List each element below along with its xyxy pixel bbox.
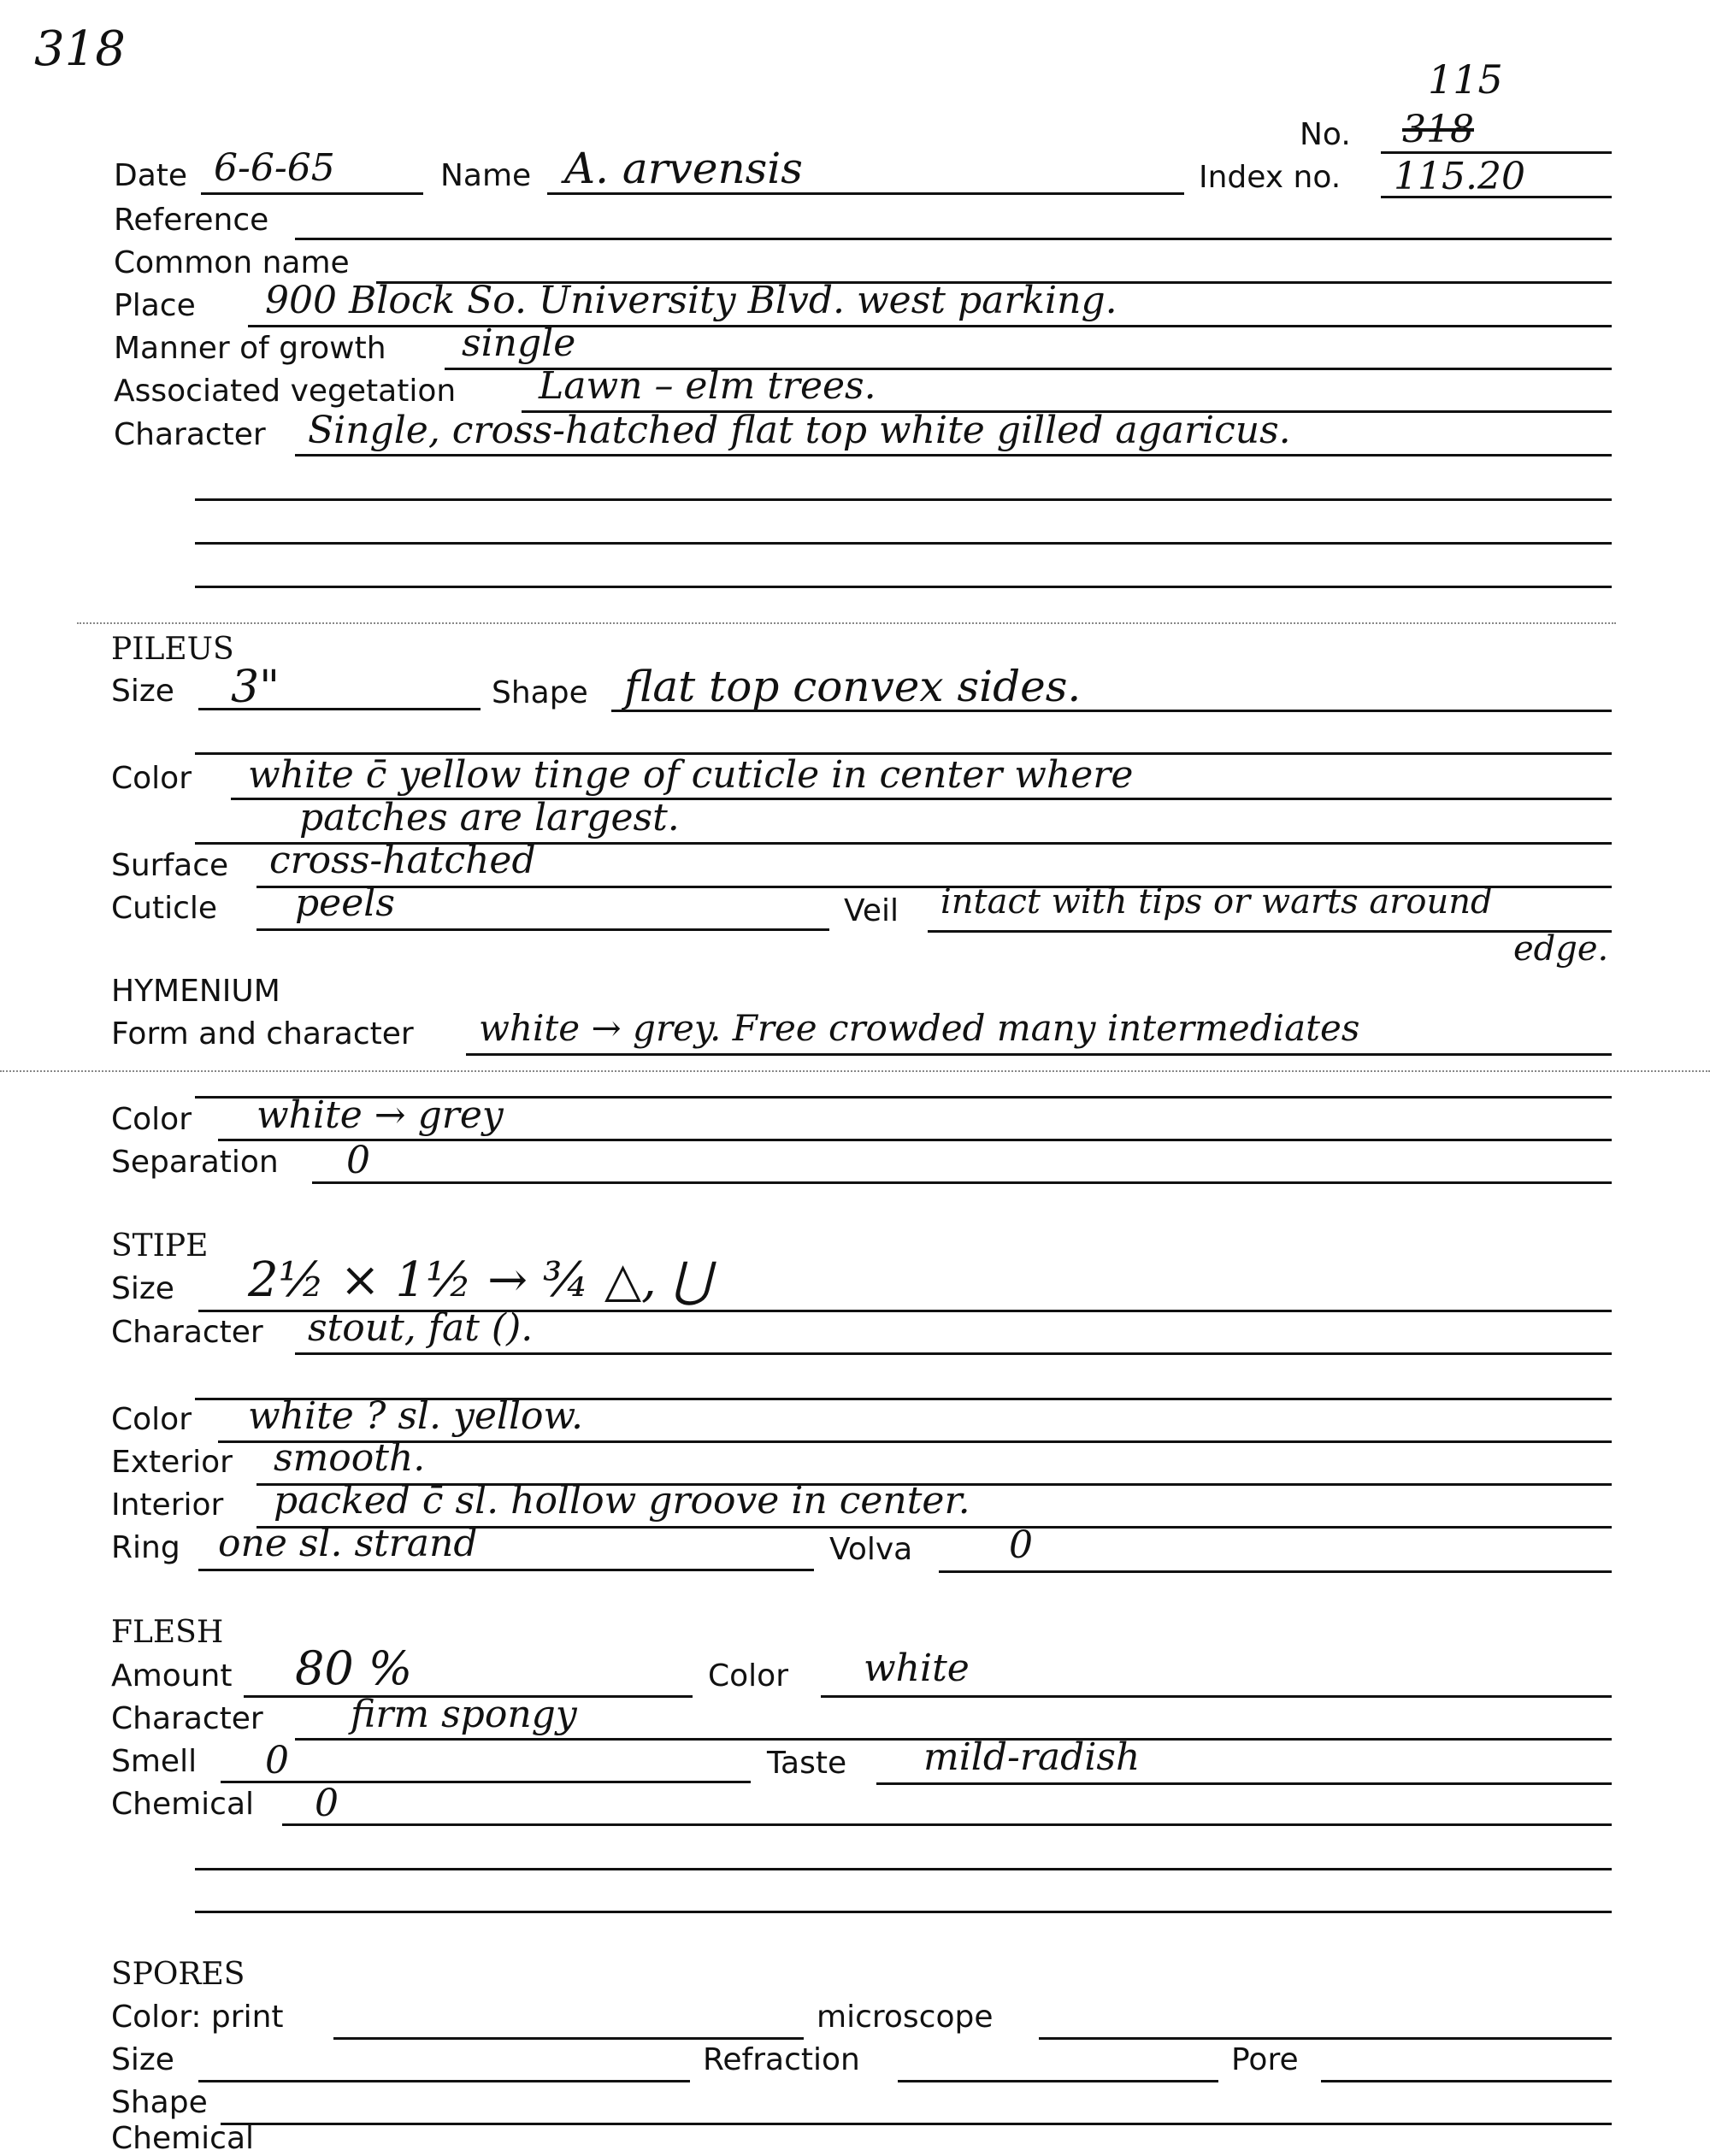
pileus-veil-value-1: intact with tips or warts around <box>940 882 1493 922</box>
hymenium-form-value: white → grey. Free crowded many intermediates <box>479 1007 1360 1049</box>
stipe-ring-line <box>198 1569 814 1571</box>
pileus-shape-line <box>611 710 1612 712</box>
spores-refraction-label: Refraction <box>703 2042 860 2077</box>
flesh-taste-line <box>876 1782 1612 1785</box>
corner-number: 318 <box>34 21 126 77</box>
spores-pore-label: Pore <box>1231 2042 1299 2077</box>
pileus-color-value-1: white c̄ yellow tinge of cuticle in center where <box>248 753 1134 797</box>
hymenium-separation-label: Separation <box>111 1145 279 1180</box>
stipe-size-value: 2½ × 1½ → ¾ △, ⋃ <box>248 1252 711 1308</box>
spores-shape-label: Shape <box>111 2085 208 2120</box>
spores-pore-line <box>1321 2080 1612 2082</box>
separator-dots <box>77 622 1616 624</box>
pileus-size-value: 3" <box>231 662 280 713</box>
date-label: Date <box>114 158 188 193</box>
character-line <box>295 454 1612 457</box>
index-label: Index no. <box>1199 160 1341 195</box>
manner-value: single <box>462 321 576 365</box>
stipe-interior-label: Interior <box>111 1487 224 1523</box>
no-value-struck: 318 <box>1402 108 1474 151</box>
flesh-chemical-line <box>282 1823 1612 1826</box>
date-line <box>201 192 423 195</box>
flesh-amount-label: Amount <box>111 1658 233 1694</box>
stipe-exterior-label: Exterior <box>111 1445 233 1480</box>
manner-label: Manner of growth <box>114 331 386 366</box>
assoc-label: Associated vegetation <box>114 374 457 409</box>
pileus-veil-value-2: edge. <box>1513 929 1609 969</box>
flesh-taste-label: Taste <box>767 1746 847 1781</box>
character-line-4 <box>195 586 1612 588</box>
spores-color-line <box>333 2037 804 2040</box>
character-line-3 <box>195 542 1612 545</box>
spores-refraction-line <box>898 2080 1218 2082</box>
no-label: No. <box>1300 117 1351 152</box>
stipe-size-label: Size <box>111 1271 174 1306</box>
flesh-heading: FLESH <box>111 1615 224 1650</box>
hymenium-color-value: white → grey <box>256 1093 504 1137</box>
pileus-shape-label: Shape <box>492 675 588 710</box>
flesh-character-value: firm spongy <box>351 1693 577 1736</box>
pileus-size-line <box>198 708 481 710</box>
character-line-2 <box>195 498 1612 501</box>
stipe-character-value: stout, fat (). <box>308 1306 534 1350</box>
pileus-surface-label: Surface <box>111 848 229 883</box>
flesh-smell-value: 0 <box>265 1739 289 1782</box>
pileus-cuticle-value: peels <box>295 881 395 925</box>
hymenium-form-line <box>466 1053 1612 1056</box>
stipe-ring-label: Ring <box>111 1530 180 1565</box>
pileus-cuticle-line <box>256 928 829 931</box>
spores-microscope-label: microscope <box>817 2000 994 2035</box>
name-line <box>547 192 1184 195</box>
hymenium-separation-value: 0 <box>346 1139 370 1182</box>
stipe-color-label: Color <box>111 1402 192 1437</box>
place-value: 900 Block So. University Blvd. west parking. <box>265 279 1117 322</box>
no-value-superscript: 115 <box>1428 56 1503 103</box>
hymenium-separation-line <box>312 1181 1612 1184</box>
place-label: Place <box>114 288 196 323</box>
stipe-interior-value: packed c̄ sl. hollow groove in center. <box>274 1479 970 1523</box>
character-value: Single, cross-hatched flat top white gilled agaricus. <box>308 409 1291 452</box>
index-line <box>1381 196 1612 198</box>
flesh-color-label: Color <box>708 1658 788 1694</box>
hymenium-color-label: Color <box>111 1102 192 1137</box>
flesh-line-3 <box>195 1911 1612 1913</box>
name-label: Name <box>440 158 532 193</box>
flesh-taste-value: mild-radish <box>923 1735 1141 1779</box>
flesh-chemical-value: 0 <box>315 1782 339 1825</box>
stipe-volva-label: Volva <box>829 1532 913 1567</box>
reference-line <box>295 238 1612 240</box>
stipe-color-value: white ? sl. yellow. <box>248 1394 583 1438</box>
spores-color-label: Color: print <box>111 2000 284 2035</box>
flesh-smell-line <box>221 1781 751 1783</box>
no-line <box>1381 151 1612 154</box>
flesh-line-2 <box>195 1868 1612 1870</box>
pileus-shape-value: flat top convex sides. <box>624 662 1082 711</box>
flesh-color-value: white <box>864 1646 970 1690</box>
stipe-exterior-value: smooth. <box>274 1436 426 1480</box>
spores-size-line <box>198 2080 690 2082</box>
spores-size-label: Size <box>111 2042 174 2077</box>
pileus-size-label: Size <box>111 674 174 709</box>
pileus-veil-line <box>928 930 1612 933</box>
spores-heading: SPORES <box>111 1957 245 1992</box>
name-value: A. arvensis <box>564 144 803 193</box>
stipe-character-label: Character <box>111 1315 263 1350</box>
stipe-ring-value: one sl. strand <box>218 1522 478 1565</box>
pileus-cuticle-label: Cuticle <box>111 891 218 926</box>
reference-label: Reference <box>114 203 269 238</box>
pileus-veil-label: Veil <box>844 893 899 928</box>
hymenium-form-label: Form and character <box>111 1016 414 1051</box>
hymenium-heading: HYMENIUM <box>111 974 280 1009</box>
pileus-color-value-2: patches are largest. <box>299 796 680 839</box>
spores-microscope-line <box>1039 2037 1612 2040</box>
hymenium-dots <box>0 1070 1710 1072</box>
assoc-value: Lawn – elm trees. <box>539 364 876 408</box>
flesh-color-line <box>821 1695 1612 1698</box>
stipe-color-line <box>218 1440 1612 1443</box>
common-name-label: Common name <box>114 245 350 280</box>
stipe-heading: STIPE <box>111 1228 209 1264</box>
spores-shape-line <box>221 2123 1612 2125</box>
flesh-chemical-label: Chemical <box>111 1787 255 1822</box>
character-label: Character <box>114 417 266 452</box>
flesh-character-label: Character <box>111 1701 263 1736</box>
stipe-volva-value: 0 <box>1009 1523 1033 1567</box>
pileus-heading: PILEUS <box>111 632 234 667</box>
place-line <box>248 325 1612 327</box>
pileus-color-label: Color <box>111 761 192 796</box>
pileus-surface-value: cross-hatched <box>269 839 536 882</box>
date-value: 6-6-65 <box>214 146 335 190</box>
stipe-character-line <box>295 1352 1612 1355</box>
index-value: 115.20 <box>1394 155 1525 198</box>
spores-chemical-label: Chemical <box>111 2121 255 2156</box>
stipe-volva-line <box>939 1570 1612 1573</box>
flesh-amount-value: 80 % <box>295 1641 413 1695</box>
hymenium-color-line <box>218 1139 1612 1141</box>
flesh-smell-label: Smell <box>111 1744 198 1779</box>
